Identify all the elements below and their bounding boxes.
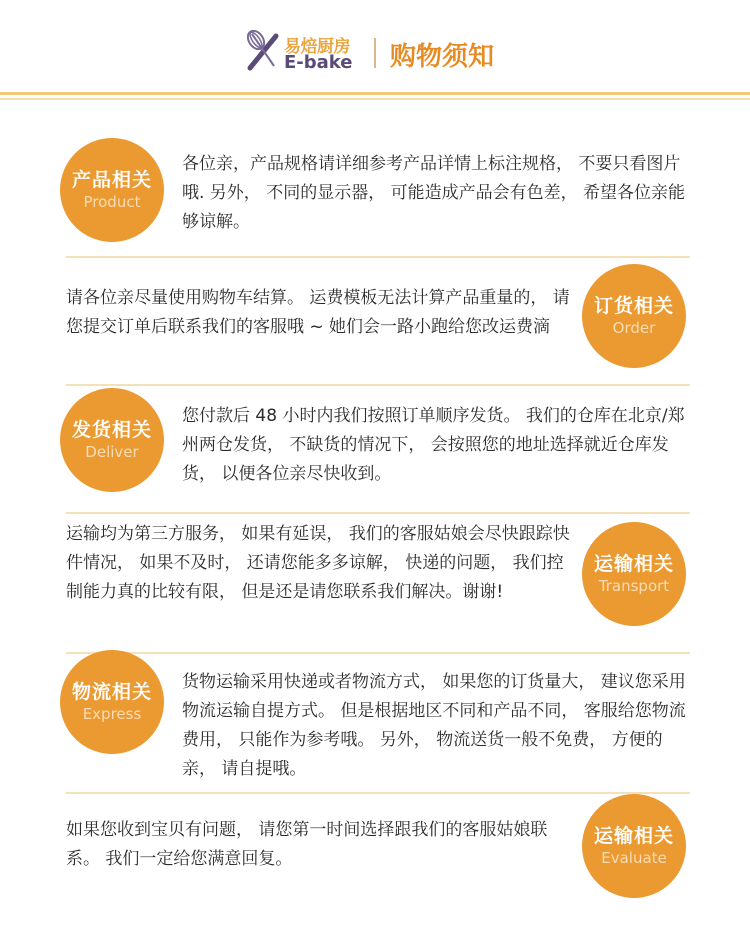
badge-title-en: Deliver: [85, 443, 139, 461]
badge-title-cn: 产品相关: [71, 169, 152, 191]
section-text: 运输均为第三方服务， 如果有延误， 我们的客服姑娘会尽快跟踪快件情况， 如果不及时， 还请您能多多谅解， 快递的问题， 我们控制能力真的比较有限， 但是还是请您联系我们解决。谢谢!: [66, 524, 570, 602]
section-divider: [66, 512, 690, 514]
section-divider: [66, 384, 690, 386]
section-text: 各位亲，产品规格请详细参考产品详情上标注规格， 不要只看图片哦. 另外， 不同的显示器， 可能造成产品会有色差， 希望各位亲能够谅解。: [182, 154, 686, 232]
section-badge: [60, 650, 164, 754]
badge-title-en: Product: [83, 193, 141, 211]
logo-english-name: E-bake: [284, 52, 353, 73]
section-text: 请各位亲尽量使用购物车结算。 运费模板无法计算产品重量的， 请您提交订单后联系我们的客服哦 ~ 她们会一路小跑给您改运费滴: [66, 288, 570, 337]
section-badge: [582, 264, 686, 368]
section-text: 货物运输采用快递或者物流方式， 如果您的订货量大， 建议您采用物流运输自提方式。 但是根据地区不同和产品不同， 客服给您物流费用， 只能作为参考哦。 另外， 物流送货一般不免费， 方便的亲， 请自提哦。: [182, 672, 686, 779]
badge-title-en: Order: [612, 319, 656, 337]
header-rule-secondary: [0, 98, 750, 100]
section-divider: [66, 792, 690, 794]
whisk-rolling-pin-icon: [244, 28, 282, 72]
ebake-logo: [244, 28, 362, 74]
section-badge: [582, 522, 686, 626]
section-divider: [66, 256, 690, 258]
header-divider: [374, 38, 376, 68]
badge-title-en: Evaluate: [601, 849, 667, 867]
page-header: [0, 0, 750, 100]
badge-title-cn: 运输相关: [593, 553, 674, 575]
badge-title-en: Express: [82, 705, 142, 723]
badge-title-cn: 物流相关: [71, 681, 152, 703]
section-text: 如果您收到宝贝有问题， 请您第一时间选择跟我们的客服姑娘联系。 我们一定给您满意回复。: [66, 820, 548, 869]
section-text: 您付款后 48 小时内我们按照订单顺序发货。 我们的仓库在北京/郑州两仓发货， 不缺货的情况下， 会按照您的地址选择就近仓库发货， 以便各位亲尽快收到。: [182, 406, 685, 484]
badge-title-cn: 订货相关: [593, 295, 674, 317]
badge-title-cn: 运输相关: [593, 825, 674, 847]
section-badge: [60, 388, 164, 492]
section-badge: [60, 138, 164, 242]
section-badge: [582, 794, 686, 898]
page-title: 购物须知: [390, 42, 495, 72]
section-divider: [66, 652, 690, 654]
logo-chinese-name: 易焙厨房: [284, 37, 350, 57]
badge-title-en: Transport: [598, 577, 670, 595]
header-rule: [0, 92, 750, 95]
badge-title-cn: 发货相关: [71, 419, 152, 441]
